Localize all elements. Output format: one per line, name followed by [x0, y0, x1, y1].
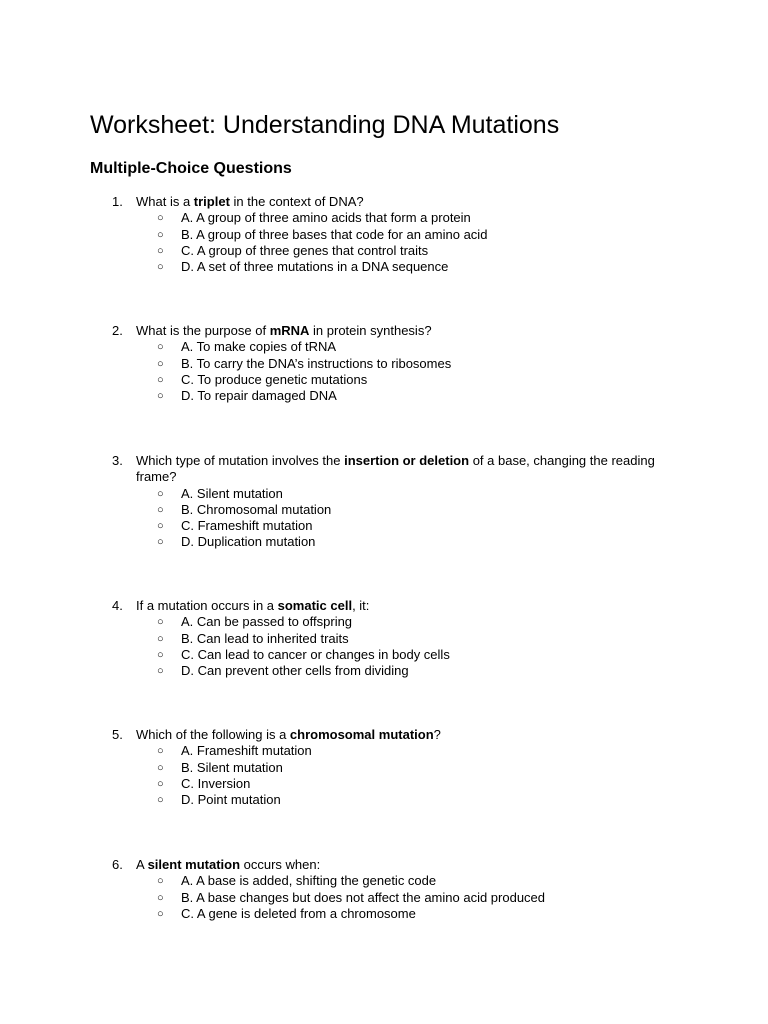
- bullet-circle-icon: ○: [157, 777, 164, 790]
- bullet-circle-icon: ○: [157, 891, 164, 904]
- option-text: A. Can be passed to offspring: [181, 614, 353, 630]
- bullet-circle-icon: ○: [157, 616, 164, 629]
- option-item[interactable]: [0, 486, 768, 502]
- bullet-circle-icon: ○: [157, 536, 164, 549]
- question-text: What is a triplet in the context of DNA?: [136, 194, 364, 209]
- option-item[interactable]: [0, 647, 768, 663]
- bullet-circle-icon: ○: [157, 228, 164, 241]
- option-item[interactable]: [0, 792, 768, 808]
- option-text: A. A base is added, shifting the genetic code: [181, 873, 437, 889]
- option-text: C. Frameshift mutation: [181, 518, 313, 534]
- option-list: [0, 873, 768, 922]
- option-item[interactable]: [0, 776, 768, 792]
- question-keyword: chromosomal mutation: [289, 727, 434, 742]
- option-item[interactable]: [0, 259, 768, 275]
- option-item[interactable]: [0, 388, 768, 404]
- bullet-circle-icon: ○: [157, 244, 164, 257]
- bullet-circle-icon: ○: [157, 390, 164, 403]
- question-number: 3.: [112, 453, 123, 468]
- question-text: Which type of mutation involves the insertion or deletion of a base, changing the reading frame?: [136, 453, 655, 485]
- question-keyword: insertion or deletion: [344, 453, 470, 468]
- bullet-circle-icon: ○: [157, 520, 164, 533]
- page-title: Worksheet: Understanding DNA Mutations: [90, 111, 560, 139]
- option-text: B. A base changes but does not affect the amino acid produced: [181, 889, 546, 905]
- bullet-circle-icon: ○: [157, 357, 164, 370]
- option-list: [0, 339, 768, 404]
- option-list: [0, 614, 768, 679]
- bullet-circle-icon: ○: [157, 875, 164, 888]
- option-text: C. A group of three genes that control traits: [181, 242, 429, 258]
- option-text: B. Silent mutation: [181, 759, 283, 775]
- bullet-circle-icon: ○: [157, 632, 164, 645]
- bullet-circle-icon: ○: [157, 212, 164, 225]
- question-number: 6.: [112, 857, 123, 872]
- question-number: 2.: [112, 323, 123, 338]
- question-keyword: somatic cell: [277, 598, 353, 613]
- option-item[interactable]: [0, 906, 768, 922]
- question-text: What is the purpose of mRNA in protein synthesis?: [136, 323, 432, 338]
- bullet-circle-icon: ○: [157, 487, 164, 500]
- bullet-circle-icon: ○: [157, 341, 164, 354]
- option-list: [0, 486, 768, 551]
- question-keyword: silent mutation: [147, 857, 241, 872]
- option-item[interactable]: [0, 339, 768, 355]
- option-text: D. A set of three mutations in a DNA sequence: [181, 259, 449, 275]
- question-keyword: triplet: [193, 194, 230, 209]
- section-heading: Multiple-Choice Questions: [90, 160, 292, 177]
- option-item[interactable]: [0, 518, 768, 534]
- bullet-circle-icon: ○: [157, 261, 164, 274]
- option-text: C. A gene is deleted from a chromosome: [181, 905, 416, 921]
- option-item[interactable]: [0, 663, 768, 679]
- option-text: D. To repair damaged DNA: [181, 388, 337, 404]
- option-item[interactable]: [0, 743, 768, 759]
- option-text: A. Frameshift mutation: [181, 743, 312, 759]
- option-text: A. Silent mutation: [181, 485, 283, 501]
- option-item[interactable]: [0, 890, 768, 906]
- option-item[interactable]: [0, 227, 768, 243]
- question-number: 4.: [112, 598, 123, 613]
- option-list: [0, 210, 768, 275]
- option-text: B. Chromosomal mutation: [181, 501, 332, 517]
- option-text: D. Can prevent other cells from dividing: [181, 663, 409, 679]
- option-text: D. Point mutation: [181, 792, 281, 808]
- option-text: B. Can lead to inherited traits: [181, 630, 349, 646]
- question-keyword: mRNA: [269, 323, 310, 338]
- bullet-circle-icon: ○: [157, 373, 164, 386]
- option-item[interactable]: [0, 760, 768, 776]
- bullet-circle-icon: ○: [157, 503, 164, 516]
- option-item[interactable]: [0, 356, 768, 372]
- option-item[interactable]: [0, 502, 768, 518]
- option-item[interactable]: [0, 210, 768, 226]
- option-text: C. To produce genetic mutations: [181, 371, 368, 387]
- question-text: Which of the following is a chromosomal mutation?: [136, 727, 441, 742]
- option-text: B. A group of three bases that code for an amino acid: [181, 226, 488, 242]
- option-text: C. Inversion: [181, 775, 251, 791]
- question-text: If a mutation occurs in a somatic cell, it:: [136, 598, 370, 613]
- bullet-circle-icon: ○: [157, 761, 164, 774]
- option-text: A. A group of three amino acids that form a protein: [181, 210, 471, 226]
- bullet-circle-icon: ○: [157, 794, 164, 807]
- bullet-circle-icon: ○: [157, 907, 164, 920]
- option-list: [0, 743, 768, 808]
- bullet-circle-icon: ○: [157, 745, 164, 758]
- question-number: 5.: [112, 727, 123, 742]
- option-text: B. To carry the DNA’s instructions to ribosomes: [181, 355, 452, 371]
- option-text: A. To make copies of tRNA: [181, 339, 337, 355]
- option-text: C. Can lead to cancer or changes in body cells: [181, 646, 450, 662]
- bullet-circle-icon: ○: [157, 648, 164, 661]
- option-item[interactable]: [0, 873, 768, 889]
- option-text: D. Duplication mutation: [181, 534, 316, 550]
- option-item[interactable]: [0, 614, 768, 630]
- option-item[interactable]: [0, 243, 768, 259]
- option-item[interactable]: [0, 372, 768, 388]
- option-item[interactable]: [0, 631, 768, 647]
- bullet-circle-icon: ○: [157, 665, 164, 678]
- question-text: A silent mutation occurs when:: [136, 857, 321, 872]
- option-item[interactable]: [0, 534, 768, 550]
- question-number: 1.: [112, 194, 123, 209]
